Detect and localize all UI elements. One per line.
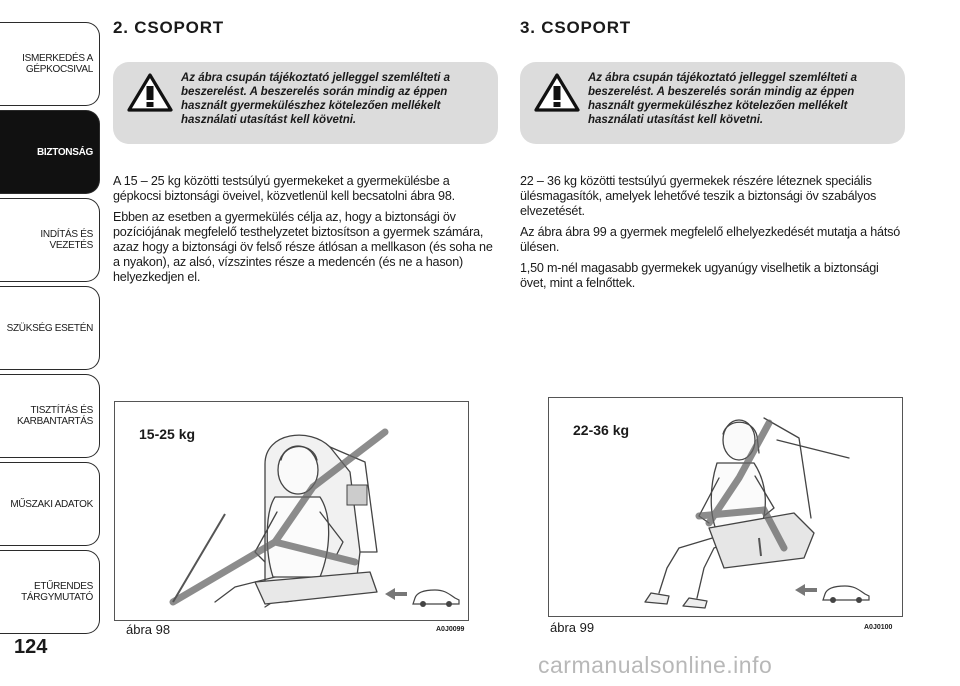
figure-code: A0J0099	[436, 626, 465, 633]
section-group-3	[520, 18, 905, 297]
figure-weight-label: 15-25 kg	[139, 426, 196, 442]
tab-ismerkedes[interactable]: ISMERKEDÉS A GÉPKOCSIVAL	[0, 22, 100, 106]
paragraph: 22 – 36 kg közötti testsúlyú gyermekek részére léteznek speciális ülésmagasítók, amelyek lehetővé teszik a biztonsági öv szabályos elvezetését.	[520, 174, 877, 218]
tab-targymutato[interactable]: ETŰRENDES TÁRGYMUTATÓ	[0, 550, 100, 634]
paragraph: 1,50 m-nél magasabb gyermekek ugyanúgy viselhetik a biztonsági övet, mint a felnőttek.	[520, 261, 879, 290]
booster-seat-illustration	[549, 398, 902, 616]
figure-caption: ábra 98	[126, 622, 171, 637]
figure-weight-label: 22-36 kg	[573, 422, 630, 438]
page-number: 124	[14, 636, 48, 658]
car-direction-icon	[795, 584, 869, 603]
figure-99	[548, 397, 903, 617]
paragraph: Az ábra ábra 99 a gyermek megfelelő elhelyezkedését mutatja a hátsó ülésen.	[520, 225, 901, 254]
tab-tisztitas[interactable]: TISZTÍTÁS ÉS KARBANTARTÁS	[0, 374, 100, 458]
warning-icon	[127, 72, 173, 112]
warning-box	[520, 62, 905, 144]
tab-inditas[interactable]: INDÍTÁS ÉS VEZETÉS	[0, 198, 100, 282]
warning-text: Az ábra csupán tájékoztató jelleggel szemlélteti a beszerelést. A beszerelés során mindig az éppen használt gyermekülészhez kötelezően mellékelt használati utasítást kell követni.	[181, 72, 451, 126]
body-text	[520, 174, 905, 291]
figure-caption: ábra 99	[550, 620, 595, 635]
warning-icon	[534, 72, 580, 112]
tab-szukseg[interactable]: SZÜKSÉG ESETÉN	[0, 286, 100, 370]
tab-biztonsag[interactable]: BIZTONSÁG	[0, 110, 100, 194]
figure-98	[114, 401, 469, 621]
tab-muszaki[interactable]: MŰSZAKI ADATOK	[0, 462, 100, 546]
figure-code: A0J0100	[864, 624, 893, 631]
child-seat-illustration	[115, 402, 468, 620]
warning-box	[113, 62, 498, 144]
car-direction-icon	[385, 588, 459, 607]
warning-text: Az ábra csupán tájékoztató jelleggel szemlélteti a beszerelést. A beszerelés során mindig az éppen használt gyermekülészhez kötelezően mellékelt használati utasítást kell követni.	[588, 72, 858, 126]
section-title: 2. CSOPORT	[113, 18, 224, 37]
watermark: carmanualsonline.info	[538, 652, 773, 678]
body-text	[113, 174, 498, 285]
section-group-2	[113, 18, 498, 291]
paragraph: Ebben az esetben a gyermekülés célja az, hogy a biztonsági öv pozíciójának megfelelő testhelyzetet biztosítson a gyermek számára, azaz hogy a biztonsági öv felső része átlósan a mellkason (és soha ne a nyakon), az alsó, vízszintes része a medencén (és ne a hason) helyezkedjen el.	[113, 210, 493, 284]
paragraph: A 15 – 25 kg közötti testsúlyú gyermekeket a gyermekülésbe a gépkocsi biztonsági öveivel, közvetlenül kell becsatolni ábra 98.	[113, 174, 455, 203]
section-title: 3. CSOPORT	[520, 18, 631, 37]
